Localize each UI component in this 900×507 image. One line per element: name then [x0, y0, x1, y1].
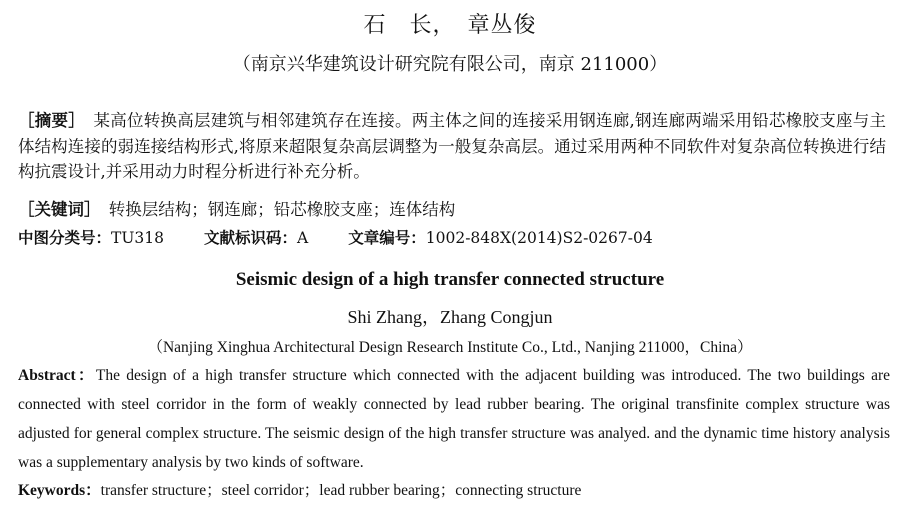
affiliation-chinese: （南京兴华建筑设计研究院有限公司，南京 211000） — [232, 54, 668, 75]
abstract-chinese — [18, 108, 886, 185]
article-no-label: 文章编号： — [348, 229, 426, 247]
abstract-english — [18, 361, 890, 477]
doc-code-value: A — [297, 229, 309, 247]
keywords-chinese-label: ［关键词］ — [18, 200, 93, 219]
doc-code-label: 文献标识码： — [204, 229, 298, 247]
keywords-chinese — [18, 196, 886, 220]
classification-row — [18, 226, 886, 248]
affiliation-english: （Nanjing Xinghua Architectural Design Research Institute Co., Ltd., Nanjing 211000，China） — [147, 339, 753, 356]
keywords-english-label: Keywords： — [18, 482, 101, 499]
abstract-english-text: The design of a high transfer structure which connected with the adjacent building was introduced. The two buildings are connected with steel corridor in the form of weakly connected by lead rubber bearing. The original transfinite complex structure was adjusted for general complex structure. The seismic design of the high transfer structure was analyed. and the dynamic time history analysis was a supplementary analysis by two kinds of software. — [18, 367, 890, 471]
abstract-chinese-label: ［摘要］ — [18, 111, 77, 130]
title-english: Seismic design of a high transfer connected structure — [235, 269, 665, 290]
keywords-chinese-text: 转换层结构；钢连廊；铅芯橡胶支座；连体结构 — [92, 200, 456, 219]
authors-english: Shi Zhang，Zhang Congjun — [347, 307, 553, 327]
keywords-english — [18, 478, 886, 500]
clc-label: 中图分类号： — [18, 229, 112, 247]
abstract-english-label: Abstract： — [18, 367, 96, 384]
clc-value: TU318 — [111, 229, 165, 247]
abstract-chinese-text: 某高位转换高层建筑与相邻建筑存在连接。两主体之间的连接采用钢连廊,钢连廊两端采用铅芯橡胶支座与主体结构连接的弱连接结构形式,将原来超限复杂高层调整为一般复杂高层。通过采用两种不同软件对复杂高位转换进行结构抗震设计,并采用动力时程分析进行补充分析。 — [18, 111, 886, 181]
keywords-english-text: transfer structure；steel corridor；lead rubber bearing；connecting structure — [100, 482, 582, 499]
article-no-value: 1002-848X(2014)S2-0267-04 — [425, 229, 653, 247]
authors-chinese: 石 长， 章丛俊 — [363, 13, 537, 38]
